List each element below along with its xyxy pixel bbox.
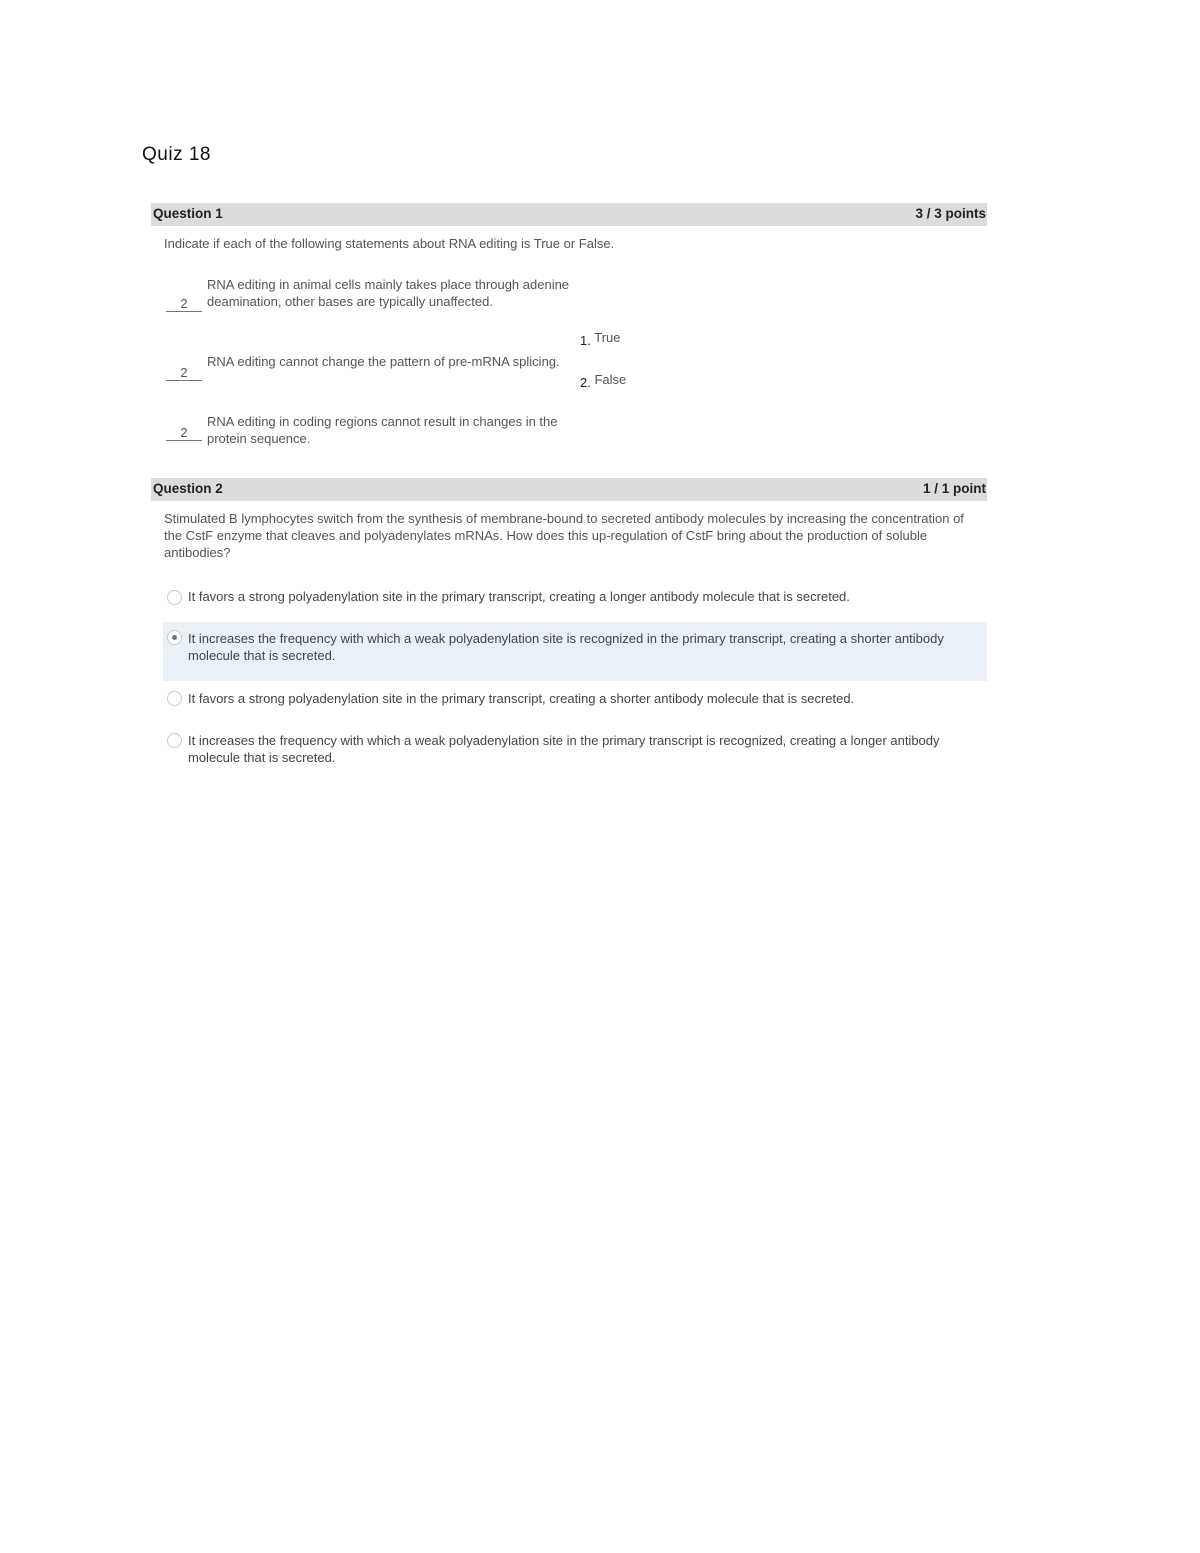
answer-choice-text: It favors a strong polyadenylation site in the primary transcript, creating a longer antibody molecule that is secreted. (188, 589, 850, 604)
question-2-points: 1 / 1 point (922, 481, 986, 496)
answer-choice[interactable] (163, 726, 987, 770)
match-statement: RNA editing in animal cells mainly takes place through adenine deamination, other bases are typically unaffected. (207, 277, 570, 309)
question-1-label: Question 1 (153, 206, 223, 221)
question-2-label: Question 2 (153, 481, 223, 496)
question-2-header (151, 478, 987, 501)
option-label: False (594, 372, 627, 387)
radio-dot-icon (172, 635, 177, 640)
page-title: Quiz 18 (142, 144, 211, 165)
option-label: True (594, 330, 621, 345)
match-answer-select[interactable]: 2 (166, 425, 202, 441)
answer-choice[interactable] (163, 582, 987, 612)
match-statement: RNA editing in coding regions cannot result in changes in the protein sequence. (207, 414, 558, 446)
question-1-points: 3 / 3 points (915, 206, 986, 221)
answer-choice-text: It increases the frequency with which a weak polyadenylation site is recognized in the primary transcript, creating a shorter antibody molecule that is secreted. (188, 631, 944, 663)
answer-choice-text: It favors a strong polyadenylation site in the primary transcript, creating a shorter antibody molecule that is secreted. (188, 691, 855, 706)
question-2-prompt: Stimulated B lymphocytes switch from the synthesis of membrane-bound to secreted antibody molecules by increasing the concentration of the CstF enzyme that cleaves and polyadenylates mRNAs. How does this up-regulation of CstF bring about the production of soluble antibodies? (164, 511, 964, 560)
option-key-false (580, 372, 627, 390)
radio-button-selected[interactable] (167, 630, 182, 645)
radio-button[interactable] (167, 733, 182, 748)
option-key-true (580, 330, 621, 348)
answer-choice[interactable] (163, 684, 987, 714)
option-number: 2. (580, 375, 591, 390)
answer-choice-text: It increases the frequency with which a weak polyadenylation site in the primary transcript is recognized, creating a longer antibody molecule that is secreted. (188, 733, 940, 765)
radio-button[interactable] (167, 691, 182, 706)
question-1-prompt: Indicate if each of the following statements about RNA editing is True or False. (164, 236, 615, 251)
match-statement: RNA editing cannot change the pattern of pre-mRNA splicing. (207, 354, 560, 369)
question-1-header (151, 203, 987, 226)
match-answer-select[interactable]: 2 (166, 365, 202, 381)
match-answer-select[interactable]: 2 (166, 296, 202, 312)
answer-choice-selected[interactable] (163, 622, 987, 681)
option-number: 1. (580, 333, 591, 348)
radio-button[interactable] (167, 590, 182, 605)
